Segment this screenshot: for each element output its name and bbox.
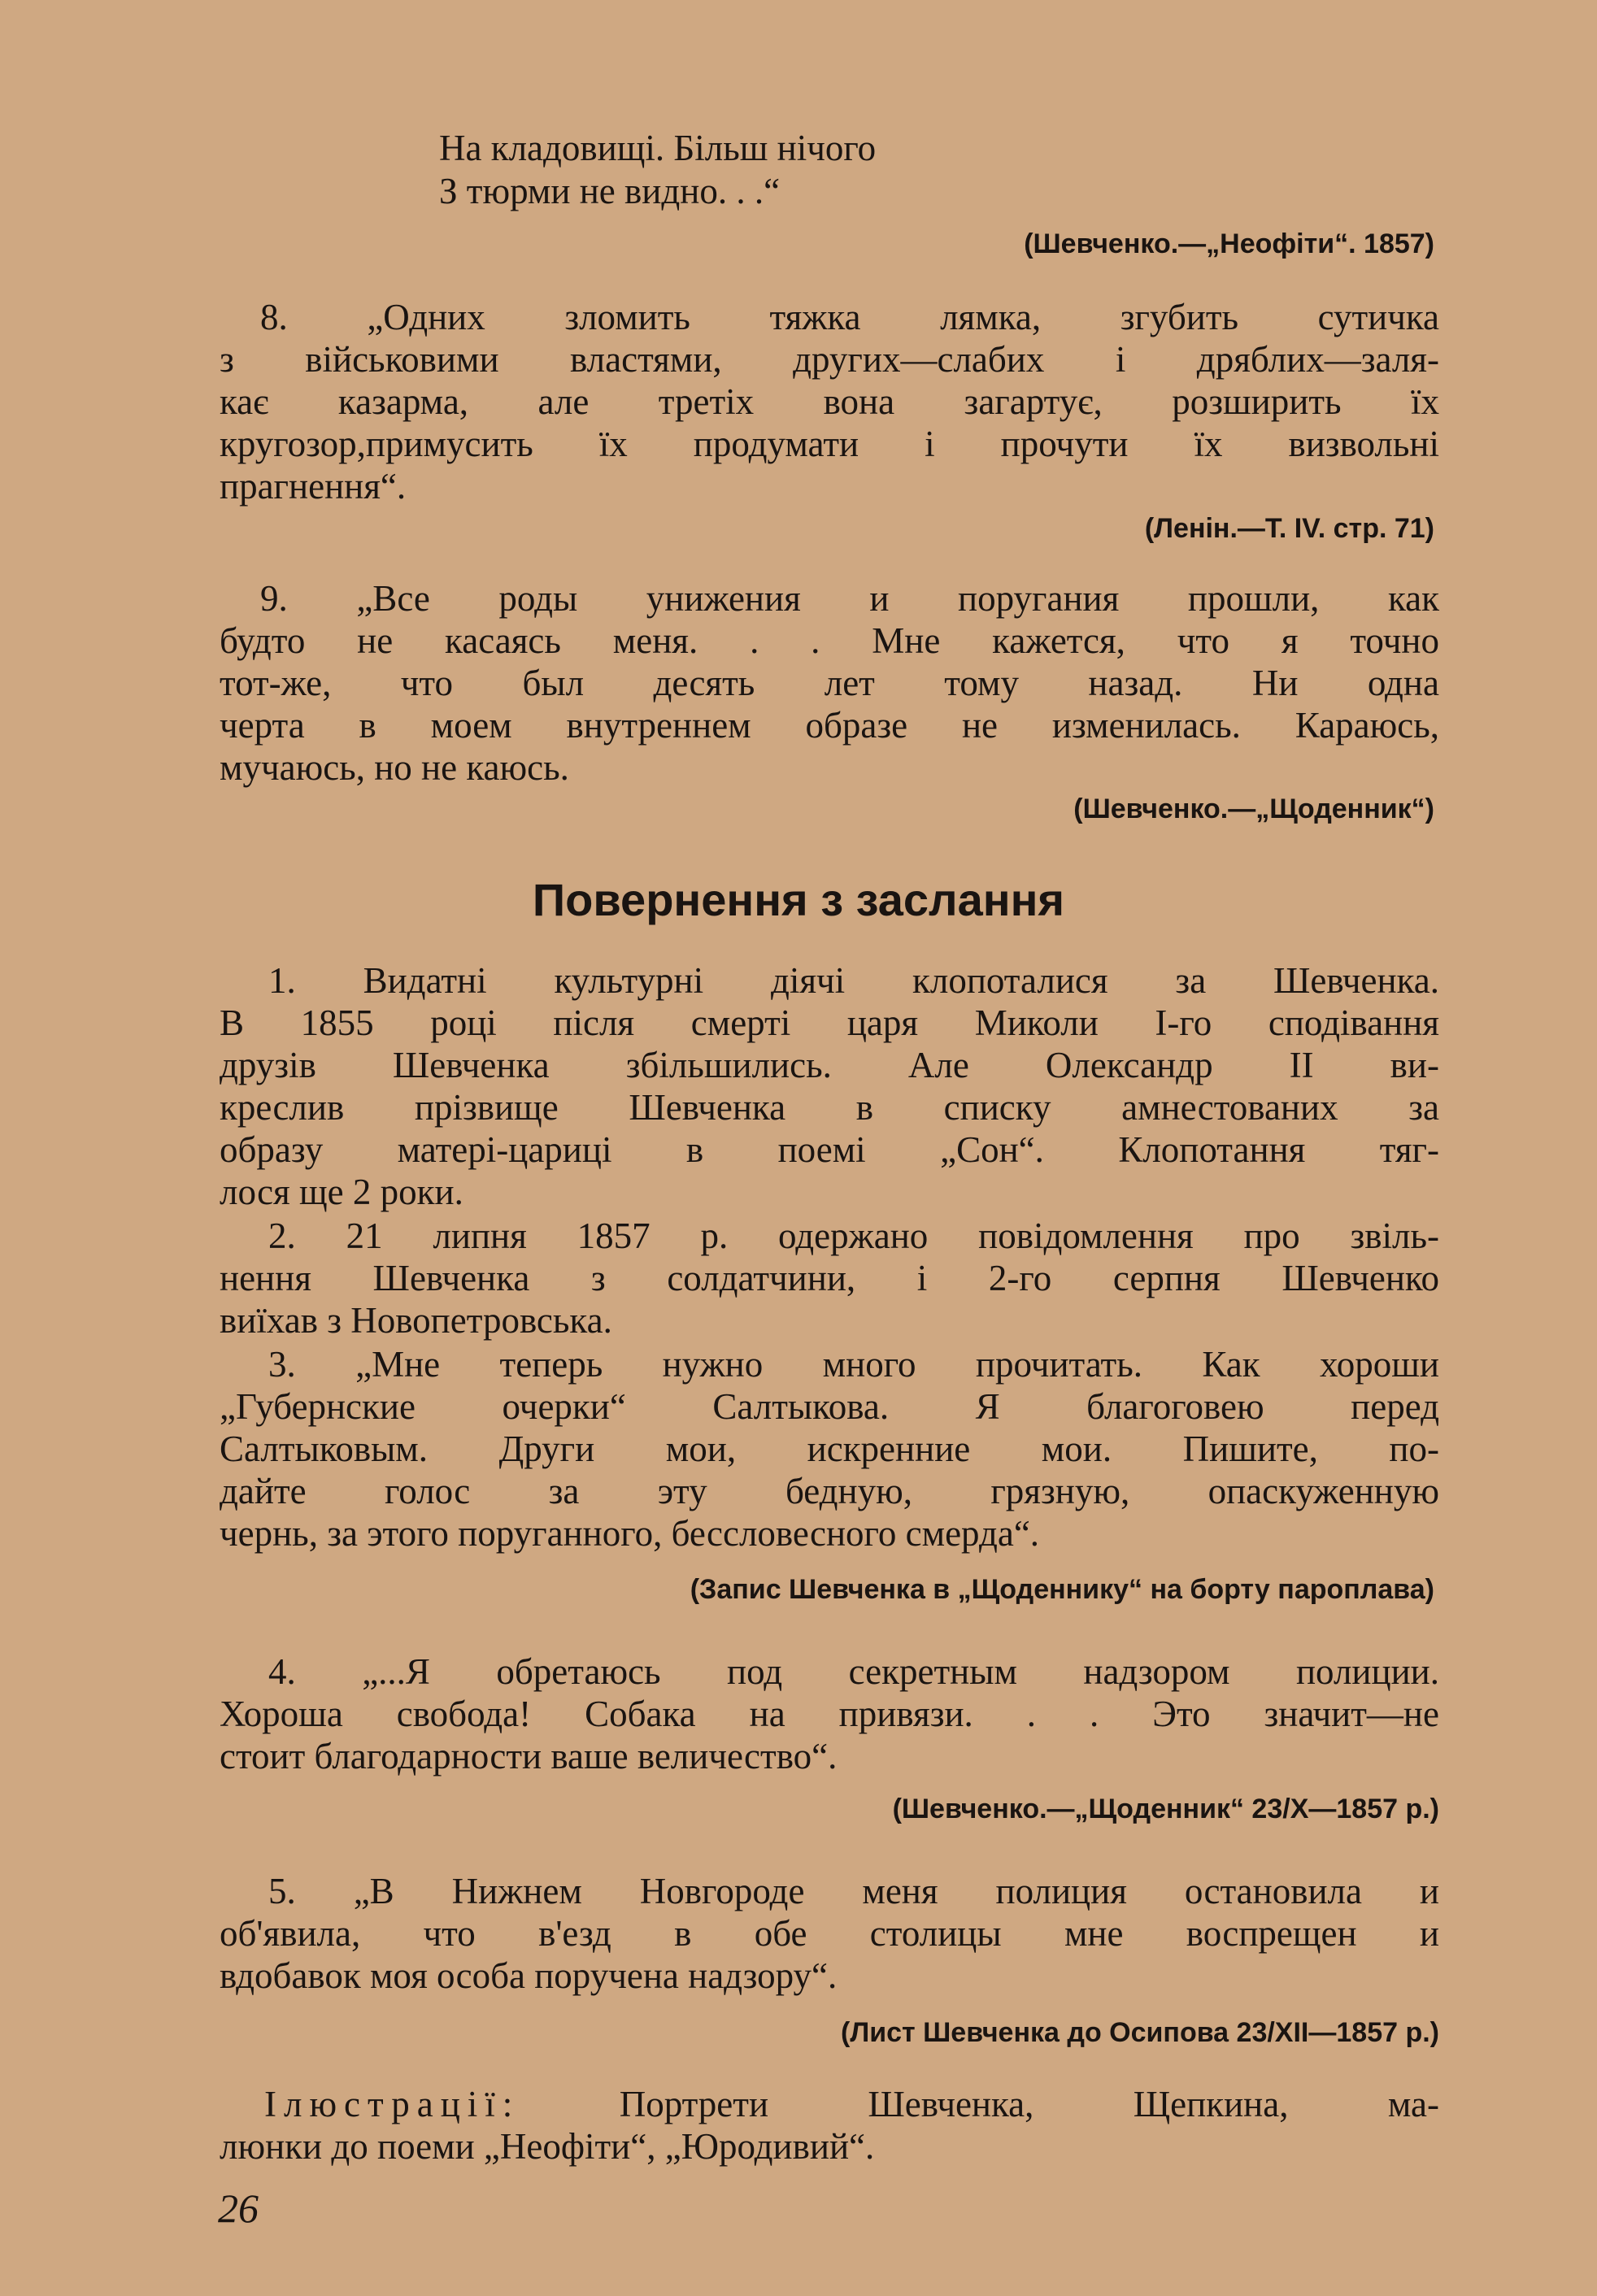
item-4-line-1: 4. „...Я обретаюсь под секретным надзором полиции. bbox=[268, 1651, 1439, 1692]
item-4-line-2: Хороша свобода! Собака на привязи. . . Это значит—не bbox=[220, 1694, 1439, 1734]
illustrations-label: Ілюстрації: bbox=[264, 2084, 520, 2124]
quote-8-line-4: кругозор,примусить їх продумати і прочути їх визвольні bbox=[220, 424, 1439, 464]
item-1-line-2: В 1855 році після смерті царя Миколи І-го сподівання bbox=[220, 1002, 1439, 1043]
item-1-line-3: друзів Шевченка збільшились. Але Олександр II ви- bbox=[220, 1045, 1439, 1085]
quote-9-line-3: тот-же, что был десять лет тому назад. Ни одна bbox=[220, 663, 1439, 703]
quote-9-line-5: мучаюсь, но не каюсь. bbox=[220, 747, 569, 788]
item-1-line-4: креслив прізвище Шевченка в списку амнестованих за bbox=[220, 1087, 1439, 1128]
item-1-line-6: лося ще 2 роки. bbox=[220, 1172, 463, 1212]
quote-8-source: (Ленін.—Т. IV. стр. 71) bbox=[1144, 513, 1434, 544]
quote-8-line-3: кає казарма, але третіх вона загартує, розширить їх bbox=[220, 381, 1439, 422]
illustrations-line-2: люнки до поеми „Неофіти“, „Юродивий“. bbox=[220, 2126, 875, 2167]
poem-line-2: З тюрми не видно. . .“ bbox=[439, 171, 781, 211]
item-3-line-5: чернь, за этого поруганного, бессловесного смерда“. bbox=[220, 1513, 1040, 1554]
quote-8-line-1: 8. „Одних зломить тяжка лямка, згубить сутичка bbox=[260, 297, 1439, 337]
quote-8-line-5: прагнення“. bbox=[220, 466, 407, 507]
illustrations-line-1 bbox=[264, 2083, 1439, 2125]
item-4-line-3: стоит благодарности ваше величество“. bbox=[220, 1736, 838, 1776]
illustrations-text-1: Портрети Шевченка, Щепкина, ма- bbox=[520, 2084, 1439, 2124]
item-3-line-1: 3. „Мне теперь нужно много прочитать. Как хороши bbox=[268, 1344, 1439, 1385]
item-5-line-2: об'явила, что в'езд в обе столицы мне воспрещен и bbox=[220, 1913, 1439, 1954]
item-5-line-3: вдобавок моя особа поручена надзору“. bbox=[220, 1955, 838, 1996]
item-2-line-2: нення Шевченка з солдатчини, і 2-го серпня Шевченко bbox=[220, 1258, 1439, 1298]
section-title: Повернення з заслання bbox=[532, 874, 1065, 925]
item-1-line-5: образу матері-цариці в поемі „Сон“. Клопотання тяг- bbox=[220, 1129, 1439, 1170]
item-1-line-1: 1. Видатні культурні діячі клопоталися за Шевченка. bbox=[268, 960, 1439, 1001]
quote-9-line-4: черта в моем внутреннем образе не изменилась. Караюсь, bbox=[220, 705, 1439, 746]
item-3-line-2: „Губернские очерки“ Салтыкова. Я благоговею перед bbox=[220, 1386, 1439, 1427]
quote-9-source: (Шевченко.—„Щоденник“) bbox=[1073, 794, 1434, 824]
quote-8-line-2: з військовими властями, других—слабих і дряблих—заля- bbox=[220, 339, 1439, 380]
quote-9-line-2: будто не касаясь меня. . . Мне кажется, что я точно bbox=[220, 620, 1439, 661]
quote-9-line-1: 9. „Все роды унижения и поругания прошли, как bbox=[260, 578, 1439, 619]
item-3-line-4: дайте голос за эту бедную, грязную, опаскуженную bbox=[220, 1471, 1439, 1511]
poem-source: (Шевченко.—„Неофіти“. 1857) bbox=[1024, 228, 1434, 259]
page-number: 26 bbox=[218, 2185, 259, 2231]
item-2-line-3: виїхав з Новопетровська. bbox=[220, 1300, 612, 1341]
item-3-source: (Запис Шевченка в „Щоденнику“ на борту пароплава) bbox=[690, 1574, 1434, 1605]
item-4-source: (Шевченко.—„Щоденник“ 23/X—1857 р.) bbox=[892, 1794, 1439, 1824]
item-5-source: (Лист Шевченка до Осипова 23/XII—1857 р.) bbox=[841, 2017, 1439, 2048]
item-3-line-3: Салтыковым. Други мои, искренние мои. Пишите, по- bbox=[220, 1428, 1439, 1469]
item-2-line-1: 2. 21 липня 1857 р. одержано повідомлення про звіль- bbox=[268, 1215, 1439, 1256]
item-5-line-1: 5. „В Нижнем Новгороде меня полиция остановила и bbox=[268, 1871, 1439, 1911]
poem-line-1: На кладовищі. Більш нічого bbox=[439, 128, 877, 168]
